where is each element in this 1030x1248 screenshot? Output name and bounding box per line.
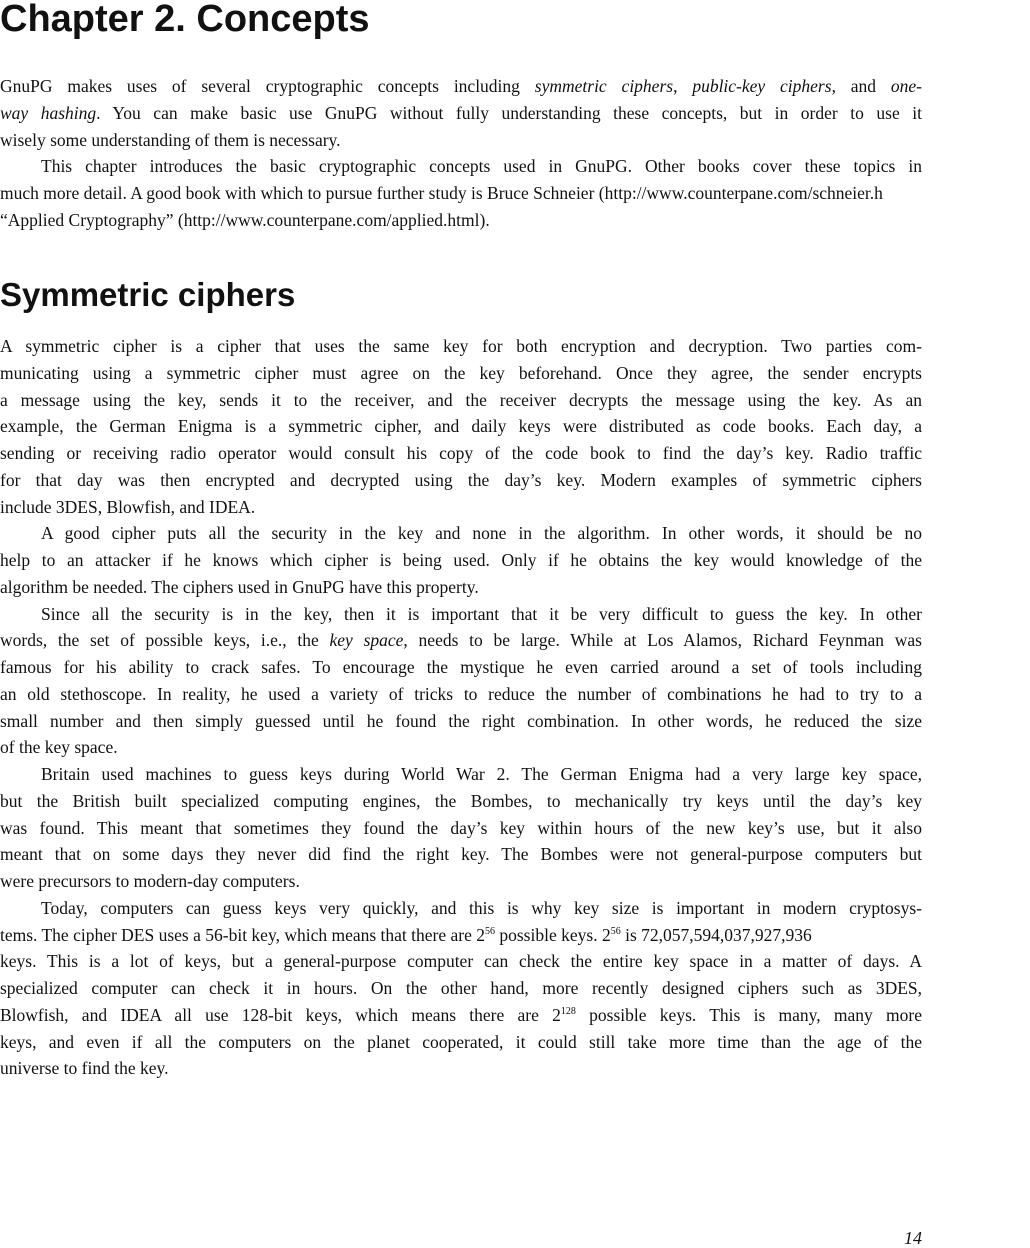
- superscript: 56: [485, 925, 495, 937]
- text-line: small number and then simply guessed until he found the right combination. In other words, he reduced the size: [0, 710, 922, 731]
- text-line: of the key space.: [0, 737, 118, 758]
- text-line: but the British built specialized computing engines, the Bombes, to mechanically try keys until the day’s key: [0, 790, 922, 811]
- chapter-title: Chapter 2. Concepts: [0, 0, 370, 40]
- emphasis: key space: [329, 630, 404, 651]
- text-line: municating using a symmetric cipher must agree on the key beforehand. Once they agree, the sender encrypts: [0, 362, 922, 383]
- text-line: A symmetric cipher is a cipher that uses the same key for both encryption and decryption. Two parties com-: [0, 336, 922, 356]
- text-line: Britain used machines to guess keys during World War 2. The German Enigma had a very large key space,: [41, 764, 922, 784]
- text-line: Since all the security is in the key, then it is important that it be very difficult to guess the key. In other: [41, 603, 922, 624]
- text-line: “Applied Cryptography” (http://www.counterpane.com/applied.html).: [0, 209, 490, 230]
- emphasis: symmetric ciphers: [534, 76, 674, 96]
- text-line: much more detail. A good book with which to pursue further study is Bruce Schneier (http://www.counterpane.com/schneier.h: [0, 183, 883, 203]
- text-line: include 3DES, Blowfish, and IDEA.: [0, 496, 256, 517]
- text-line: algorithm be needed. The ciphers used in GnuPG have this property.: [0, 576, 479, 597]
- emphasis: public-key ciphers: [692, 76, 832, 96]
- emphasis: way hashing: [0, 102, 97, 123]
- superscript: 56: [610, 925, 621, 937]
- superscript: 128: [560, 1005, 576, 1017]
- text-line: example, the German Enigma is a symmetric cipher, and daily keys were distributed as code books. Each day, a: [0, 416, 922, 437]
- text-line: specialized computer can check it in hours. On the other hand, more recently designed ciphers such as 3DES,: [0, 978, 922, 998]
- text-line: help to an attacker if he knows which cipher is being used. Only if he obtains the key would knowledge of the: [0, 550, 922, 570]
- section-body: [0, 333, 922, 1082]
- text-line: Today, computers can guess keys very quickly, and this is why key size is important in modern cryptosys-: [41, 897, 922, 918]
- section-title: Symmetric ciphers: [0, 276, 296, 313]
- text-line: famous for his ability to crack safes. To encourage the mystique he even carried around a set of tools including: [0, 657, 922, 677]
- text-line: wisely some understanding of them is necessary.: [0, 129, 341, 150]
- text-line: keys. This is a lot of keys, but a general-purpose computer can check the entire key space in a matter of days. A: [0, 951, 922, 972]
- text-line: a message using the key, sends it to the receiver, and the receiver decrypts the message using the key. As an: [0, 389, 922, 410]
- text-line: way hashing. You can make basic use GnuPG without fully understanding these concepts, but in order to use it: [0, 102, 922, 123]
- text-line: words, the set of possible keys, i.e., the key space, needs to be large. While at Los Alamos, Richard Feynman was: [0, 630, 922, 651]
- text-line: sending or receiving radio operator would consult his copy of the code book to find the day’s key. Radio traffic: [0, 443, 922, 463]
- emphasis: one-: [890, 76, 923, 96]
- text-line: This chapter introduces the basic cryptographic concepts used in GnuPG. Other books cover these topics in: [41, 156, 922, 177]
- text-line: were precursors to modern-day computers.: [0, 871, 300, 891]
- chapter-intro: [0, 73, 922, 234]
- text-line: universe to find the key.: [0, 1058, 169, 1079]
- page-number: 14: [904, 1228, 922, 1248]
- text-line: meant that on some days they never did find the right key. The Bombes were not general-purpose computers but: [0, 844, 922, 865]
- text-line: tems. The cipher DES uses a 56-bit key, which means that there are $2^{56}$ possible keys. $2^{56}$ is 72,057,594,037,927,936: [0, 924, 812, 945]
- text-line: GnuPG makes uses of several cryptographic concepts including symmetric ciphers, public-key ciphers, and one-: [0, 76, 923, 96]
- text-line: was found. This meant that sometimes they found the day’s key within hours of the new key’s use, but it also: [0, 817, 922, 838]
- text-line: keys, and even if all the computers on the planet cooperated, it could still take more time than the age of the: [0, 1031, 922, 1052]
- text-line: for that day was then encrypted and decrypted using the day’s key. Modern examples of symmetric ciphers: [0, 469, 922, 490]
- text-line: an old stethoscope. In reality, he used a variety of tricks to reduce the number of combinations he had to try to a: [0, 683, 922, 704]
- text-line: Blowfish, and IDEA all use 128-bit keys, which means there are $2^{128}$ possible keys. This is many, many more: [0, 1004, 922, 1025]
- text-line: A good cipher puts all the security in the key and none in the algorithm. In other words, it should be no: [41, 523, 922, 544]
